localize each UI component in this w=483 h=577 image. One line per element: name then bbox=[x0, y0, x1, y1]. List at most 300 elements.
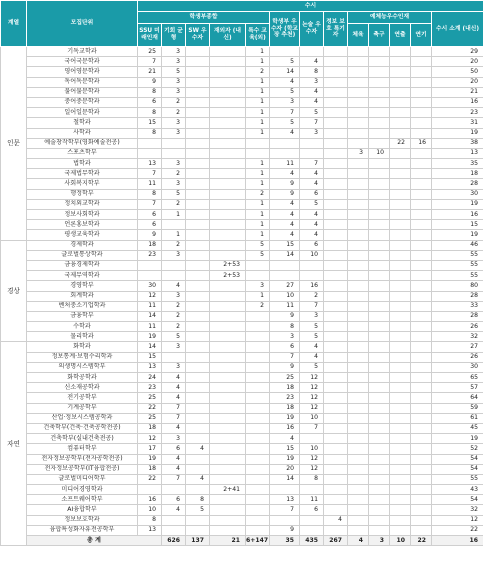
quota-cell: 10 bbox=[138, 505, 162, 515]
quota-cell: 27 bbox=[270, 281, 300, 291]
department-cell: 화학공학과 bbox=[27, 373, 138, 383]
quota-cell bbox=[411, 291, 432, 301]
quota-cell bbox=[324, 291, 348, 301]
quota-cell: 14 bbox=[270, 474, 300, 484]
header-essay: 논술 우수자 bbox=[300, 12, 324, 47]
quota-cell bbox=[324, 47, 348, 57]
quota-cell bbox=[411, 505, 432, 515]
table-row bbox=[1, 393, 483, 403]
header-sw-excellence: SW 우수자 bbox=[186, 24, 210, 47]
header-susi: 수시 bbox=[138, 1, 483, 12]
department-cell: 화학과 bbox=[27, 342, 138, 352]
quota-cell: 13 bbox=[270, 495, 300, 505]
quota-cell: 4 bbox=[162, 393, 186, 403]
header-gymnastics: 체육 bbox=[348, 24, 369, 47]
quota-cell bbox=[390, 281, 411, 291]
quota-cell bbox=[246, 260, 270, 270]
table-row bbox=[1, 444, 483, 454]
quota-cell bbox=[246, 362, 270, 372]
quota-cell: 15 bbox=[138, 352, 162, 362]
quota-cell bbox=[348, 57, 369, 67]
quota-cell: 3 bbox=[246, 281, 270, 291]
quota-cell bbox=[411, 260, 432, 270]
department-cell: 정치외교학과 bbox=[27, 199, 138, 209]
table-row bbox=[1, 464, 483, 474]
quota-cell: 12 bbox=[300, 373, 324, 383]
quota-cell: 3 bbox=[300, 128, 324, 138]
quota-cell: 3 bbox=[300, 311, 324, 321]
quota-cell bbox=[390, 77, 411, 87]
quota-cell: 8 bbox=[138, 515, 162, 525]
quota-cell bbox=[390, 250, 411, 260]
quota-cell bbox=[186, 515, 210, 525]
quota-cell: 3 bbox=[162, 159, 186, 169]
table-row bbox=[1, 515, 483, 525]
header-unit: 모집단위 bbox=[27, 1, 138, 47]
quota-cell bbox=[348, 413, 369, 423]
quota-cell bbox=[411, 230, 432, 240]
quota-cell bbox=[324, 485, 348, 495]
quota-cell: 4 bbox=[300, 342, 324, 352]
quota-cell bbox=[348, 47, 369, 57]
quota-cell bbox=[186, 485, 210, 495]
table-body bbox=[1, 47, 483, 546]
quota-cell bbox=[390, 199, 411, 209]
quota-cell bbox=[411, 57, 432, 67]
total-cell: 6+147 bbox=[246, 536, 270, 546]
quota-cell bbox=[390, 301, 411, 311]
quota-cell bbox=[324, 240, 348, 250]
quota-cell: 33 bbox=[432, 301, 483, 311]
quota-cell bbox=[324, 413, 348, 423]
quota-cell bbox=[300, 434, 324, 444]
quota-cell: 23 bbox=[270, 393, 300, 403]
department-cell: 산업·정보시스템공학과 bbox=[27, 413, 138, 423]
quota-cell bbox=[324, 57, 348, 67]
header-ssu-future: SSU 미래인재 bbox=[138, 24, 162, 47]
table-row bbox=[1, 57, 483, 67]
quota-cell bbox=[369, 332, 390, 342]
quota-cell: 8 bbox=[138, 128, 162, 138]
quota-cell bbox=[210, 444, 246, 454]
quota-cell: 3 bbox=[162, 362, 186, 372]
quota-cell: 25 bbox=[138, 393, 162, 403]
quota-cell bbox=[348, 250, 369, 260]
quota-cell: 32 bbox=[432, 332, 483, 342]
quota-cell bbox=[411, 220, 432, 230]
quota-cell bbox=[369, 179, 390, 189]
quota-cell bbox=[186, 67, 210, 77]
quota-cell bbox=[390, 434, 411, 444]
quota-cell bbox=[390, 47, 411, 57]
quota-cell bbox=[300, 260, 324, 270]
quota-cell bbox=[162, 515, 186, 525]
quota-cell bbox=[390, 87, 411, 97]
quota-cell bbox=[162, 260, 186, 270]
quota-cell bbox=[210, 169, 246, 179]
table-row bbox=[1, 505, 483, 515]
quota-cell: 18 bbox=[270, 383, 300, 393]
quota-cell: 22 bbox=[390, 138, 411, 148]
table-row bbox=[1, 210, 483, 220]
quota-cell bbox=[324, 505, 348, 515]
quota-cell bbox=[186, 281, 210, 291]
department-cell: 글로벌통상학과 bbox=[27, 250, 138, 260]
quota-cell: 8 bbox=[138, 189, 162, 199]
quota-cell bbox=[390, 240, 411, 250]
table-row bbox=[1, 301, 483, 311]
quota-cell bbox=[210, 474, 246, 484]
header-student-record: 학생부 우수자 (학교장 추천) bbox=[270, 12, 300, 47]
quota-cell bbox=[210, 118, 246, 128]
quota-cell: 12 bbox=[300, 454, 324, 464]
quota-cell bbox=[390, 393, 411, 403]
quota-cell: 15 bbox=[270, 240, 300, 250]
quota-cell bbox=[411, 67, 432, 77]
quota-cell: 24 bbox=[138, 373, 162, 383]
quota-cell: 9 bbox=[138, 230, 162, 240]
quota-cell bbox=[186, 118, 210, 128]
quota-cell: 3 bbox=[162, 250, 186, 260]
quota-cell: 30 bbox=[432, 189, 483, 199]
quota-cell: 29 bbox=[432, 47, 483, 57]
quota-cell: 32 bbox=[432, 505, 483, 515]
quota-cell bbox=[348, 159, 369, 169]
quota-cell: 13 bbox=[138, 362, 162, 372]
quota-cell: 18 bbox=[138, 423, 162, 433]
quota-cell: 2 bbox=[162, 301, 186, 311]
quota-cell bbox=[186, 311, 210, 321]
quota-cell: 21 bbox=[138, 67, 162, 77]
quota-cell: 4 bbox=[300, 87, 324, 97]
quota-cell: 61 bbox=[432, 413, 483, 423]
quota-cell: 1 bbox=[246, 179, 270, 189]
table-row bbox=[1, 362, 483, 372]
quota-cell bbox=[369, 199, 390, 209]
quota-cell: 2 bbox=[162, 199, 186, 209]
quota-cell bbox=[369, 108, 390, 118]
quota-cell: 8 bbox=[138, 87, 162, 97]
quota-cell bbox=[324, 138, 348, 148]
quota-cell bbox=[390, 311, 411, 321]
quota-cell bbox=[186, 352, 210, 362]
quota-cell bbox=[324, 189, 348, 199]
quota-cell bbox=[390, 454, 411, 464]
department-cell: 전기공학부 bbox=[27, 393, 138, 403]
quota-cell bbox=[324, 464, 348, 474]
quota-cell: 16 bbox=[138, 495, 162, 505]
quota-cell bbox=[186, 250, 210, 260]
department-cell: 융합특성화자유전공학부 bbox=[27, 525, 138, 535]
quota-cell bbox=[411, 210, 432, 220]
total-cell: 35 bbox=[270, 536, 300, 546]
table-row bbox=[1, 169, 483, 179]
department-cell: 금융경제학과 bbox=[27, 260, 138, 270]
quota-cell bbox=[390, 67, 411, 77]
table-row bbox=[1, 199, 483, 209]
quota-cell bbox=[324, 311, 348, 321]
quota-cell: 4 bbox=[300, 220, 324, 230]
quota-cell bbox=[210, 108, 246, 118]
quota-cell bbox=[246, 505, 270, 515]
quota-cell bbox=[210, 342, 246, 352]
quota-cell: 11 bbox=[138, 301, 162, 311]
quota-cell bbox=[324, 108, 348, 118]
quota-cell bbox=[348, 515, 369, 525]
quota-cell bbox=[411, 87, 432, 97]
quota-cell bbox=[300, 138, 324, 148]
quota-cell bbox=[210, 220, 246, 230]
quota-cell bbox=[186, 271, 210, 281]
quota-cell: 5 bbox=[246, 250, 270, 260]
quota-cell bbox=[411, 179, 432, 189]
quota-cell: 23 bbox=[138, 250, 162, 260]
quota-cell: 11 bbox=[270, 159, 300, 169]
quota-cell: 3 bbox=[162, 118, 186, 128]
quota-cell bbox=[390, 474, 411, 484]
quota-cell: 1 bbox=[246, 87, 270, 97]
quota-cell bbox=[210, 322, 246, 332]
quota-cell bbox=[210, 423, 246, 433]
quota-cell bbox=[210, 159, 246, 169]
quota-cell bbox=[348, 311, 369, 321]
quota-cell: 18 bbox=[138, 240, 162, 250]
quota-cell bbox=[390, 373, 411, 383]
table-row bbox=[1, 383, 483, 393]
quota-cell bbox=[390, 169, 411, 179]
quota-cell: 4 bbox=[162, 281, 186, 291]
quota-cell: 5 bbox=[270, 57, 300, 67]
quota-cell: 15 bbox=[432, 220, 483, 230]
quota-cell: 19 bbox=[270, 413, 300, 423]
quota-cell bbox=[246, 342, 270, 352]
department-cell: 국어국문학과 bbox=[27, 57, 138, 67]
quota-cell: 2+41 bbox=[210, 485, 246, 495]
quota-cell bbox=[348, 210, 369, 220]
quota-cell bbox=[210, 413, 246, 423]
quota-cell bbox=[270, 260, 300, 270]
quota-cell bbox=[210, 495, 246, 505]
quota-cell bbox=[369, 230, 390, 240]
quota-cell bbox=[246, 444, 270, 454]
quota-cell bbox=[186, 393, 210, 403]
quota-cell: 7 bbox=[162, 413, 186, 423]
quota-cell: 23 bbox=[138, 383, 162, 393]
quota-cell bbox=[246, 322, 270, 332]
table-row bbox=[1, 97, 483, 107]
quota-cell: 2 bbox=[162, 240, 186, 250]
quota-cell bbox=[210, 373, 246, 383]
quota-cell bbox=[369, 67, 390, 77]
quota-cell bbox=[324, 260, 348, 270]
quota-cell bbox=[186, 383, 210, 393]
quota-cell bbox=[369, 311, 390, 321]
quota-cell: 6 bbox=[162, 444, 186, 454]
quota-cell: 25 bbox=[270, 373, 300, 383]
category-cell: 인문 bbox=[1, 47, 27, 241]
quota-cell bbox=[390, 260, 411, 270]
quota-cell bbox=[324, 271, 348, 281]
quota-cell bbox=[369, 220, 390, 230]
department-cell: 정보보호학과 bbox=[27, 515, 138, 525]
quota-cell bbox=[348, 138, 369, 148]
quota-cell bbox=[186, 413, 210, 423]
quota-cell: 4 bbox=[270, 220, 300, 230]
quota-cell bbox=[300, 485, 324, 495]
total-cell: 3 bbox=[369, 536, 390, 546]
quota-cell bbox=[210, 525, 246, 535]
quota-cell bbox=[246, 138, 270, 148]
quota-cell bbox=[390, 271, 411, 281]
quota-cell bbox=[324, 474, 348, 484]
quota-cell: 16 bbox=[432, 210, 483, 220]
total-cell: 137 bbox=[186, 536, 210, 546]
quota-cell: 15 bbox=[138, 118, 162, 128]
quota-cell: 14 bbox=[138, 342, 162, 352]
quota-cell: 4 bbox=[162, 464, 186, 474]
quota-cell bbox=[369, 403, 390, 413]
quota-cell: 54 bbox=[432, 464, 483, 474]
quota-cell bbox=[246, 525, 270, 535]
quota-cell bbox=[324, 383, 348, 393]
quota-cell: 18 bbox=[138, 464, 162, 474]
department-cell: 미디어경영학과 bbox=[27, 485, 138, 495]
quota-cell bbox=[210, 311, 246, 321]
quota-cell bbox=[411, 199, 432, 209]
quota-cell bbox=[246, 464, 270, 474]
quota-cell bbox=[324, 281, 348, 291]
quota-cell bbox=[369, 454, 390, 464]
quota-cell bbox=[210, 57, 246, 67]
quota-cell bbox=[369, 423, 390, 433]
table-row bbox=[1, 403, 483, 413]
department-cell: 법학과 bbox=[27, 159, 138, 169]
department-cell: AI융합학부 bbox=[27, 505, 138, 515]
quota-cell bbox=[390, 179, 411, 189]
quota-cell: 30 bbox=[138, 281, 162, 291]
quota-cell: 4 bbox=[300, 230, 324, 240]
quota-cell: 12 bbox=[300, 393, 324, 403]
department-cell: 행정학부 bbox=[27, 189, 138, 199]
quota-cell: 54 bbox=[432, 495, 483, 505]
quota-cell: 26 bbox=[432, 352, 483, 362]
quota-cell: 5 bbox=[162, 67, 186, 77]
quota-cell bbox=[348, 97, 369, 107]
quota-cell: 45 bbox=[432, 423, 483, 433]
quota-cell bbox=[186, 159, 210, 169]
quota-cell bbox=[369, 77, 390, 87]
category-cell: 경상 bbox=[1, 240, 27, 342]
quota-cell: 6 bbox=[162, 495, 186, 505]
table-row bbox=[1, 423, 483, 433]
total-cell: 16 bbox=[432, 536, 483, 546]
quota-cell bbox=[411, 383, 432, 393]
department-cell: 스포츠학부 bbox=[27, 148, 138, 158]
quota-cell bbox=[300, 271, 324, 281]
quota-cell bbox=[186, 179, 210, 189]
quota-cell bbox=[186, 403, 210, 413]
quota-cell: 4 bbox=[162, 373, 186, 383]
total-cell: 21 bbox=[210, 536, 246, 546]
quota-cell bbox=[246, 311, 270, 321]
quota-cell bbox=[369, 393, 390, 403]
quota-cell bbox=[411, 454, 432, 464]
department-cell: 신소재공학과 bbox=[27, 383, 138, 393]
department-cell: 전자정보공학부(IT융합전공) bbox=[27, 464, 138, 474]
quota-cell: 20 bbox=[432, 57, 483, 67]
quota-cell: 5 bbox=[270, 118, 300, 128]
quota-cell bbox=[348, 352, 369, 362]
quota-cell bbox=[324, 525, 348, 535]
quota-cell: 2 bbox=[162, 322, 186, 332]
quota-cell: 4 bbox=[186, 444, 210, 454]
quota-cell: 7 bbox=[162, 403, 186, 413]
quota-cell: 18 bbox=[432, 169, 483, 179]
quota-cell: 1 bbox=[246, 47, 270, 57]
quota-cell bbox=[348, 434, 369, 444]
table-row bbox=[1, 77, 483, 87]
quota-cell: 2 bbox=[162, 108, 186, 118]
quota-cell bbox=[369, 485, 390, 495]
quota-cell bbox=[138, 260, 162, 270]
quota-cell bbox=[369, 352, 390, 362]
quota-cell bbox=[210, 148, 246, 158]
quota-cell: 3 bbox=[162, 77, 186, 87]
quota-cell: 4 bbox=[324, 515, 348, 525]
quota-cell bbox=[411, 271, 432, 281]
quota-cell: 30 bbox=[432, 362, 483, 372]
quota-cell: 52 bbox=[432, 444, 483, 454]
quota-cell: 55 bbox=[432, 260, 483, 270]
quota-cell bbox=[390, 97, 411, 107]
quota-cell bbox=[348, 322, 369, 332]
header-info-protection: 정보 보호 특기자 bbox=[324, 12, 348, 47]
department-cell: 기계공학부 bbox=[27, 403, 138, 413]
quota-cell bbox=[324, 250, 348, 260]
table-row bbox=[1, 230, 483, 240]
department-cell: 컴퓨터학부 bbox=[27, 444, 138, 454]
quota-cell: 10 bbox=[369, 148, 390, 158]
quota-cell bbox=[390, 383, 411, 393]
quota-cell bbox=[186, 434, 210, 444]
quota-cell: 1 bbox=[246, 199, 270, 209]
quota-cell: 14 bbox=[270, 67, 300, 77]
quota-cell bbox=[246, 352, 270, 362]
header-overseas: 재외자 (내신) bbox=[210, 24, 246, 47]
quota-cell bbox=[411, 373, 432, 383]
quota-cell: 12 bbox=[300, 383, 324, 393]
total-label: 총 계 bbox=[27, 536, 162, 546]
quota-cell: 5 bbox=[300, 322, 324, 332]
quota-cell: 13 bbox=[138, 159, 162, 169]
table-row bbox=[1, 260, 483, 270]
department-cell: 독어독문학과 bbox=[27, 77, 138, 87]
quota-cell bbox=[390, 118, 411, 128]
quota-cell: 19 bbox=[432, 434, 483, 444]
quota-cell bbox=[348, 87, 369, 97]
department-cell: 불어불문학과 bbox=[27, 87, 138, 97]
quota-cell bbox=[369, 342, 390, 352]
quota-cell: 8 bbox=[300, 67, 324, 77]
quota-cell bbox=[324, 444, 348, 454]
quota-cell bbox=[369, 373, 390, 383]
quota-cell: 16 bbox=[270, 423, 300, 433]
quota-cell bbox=[348, 362, 369, 372]
quota-cell: 5 bbox=[270, 87, 300, 97]
quota-cell: 14 bbox=[138, 311, 162, 321]
quota-cell bbox=[348, 485, 369, 495]
department-cell: 글로벌미디어학부 bbox=[27, 474, 138, 484]
